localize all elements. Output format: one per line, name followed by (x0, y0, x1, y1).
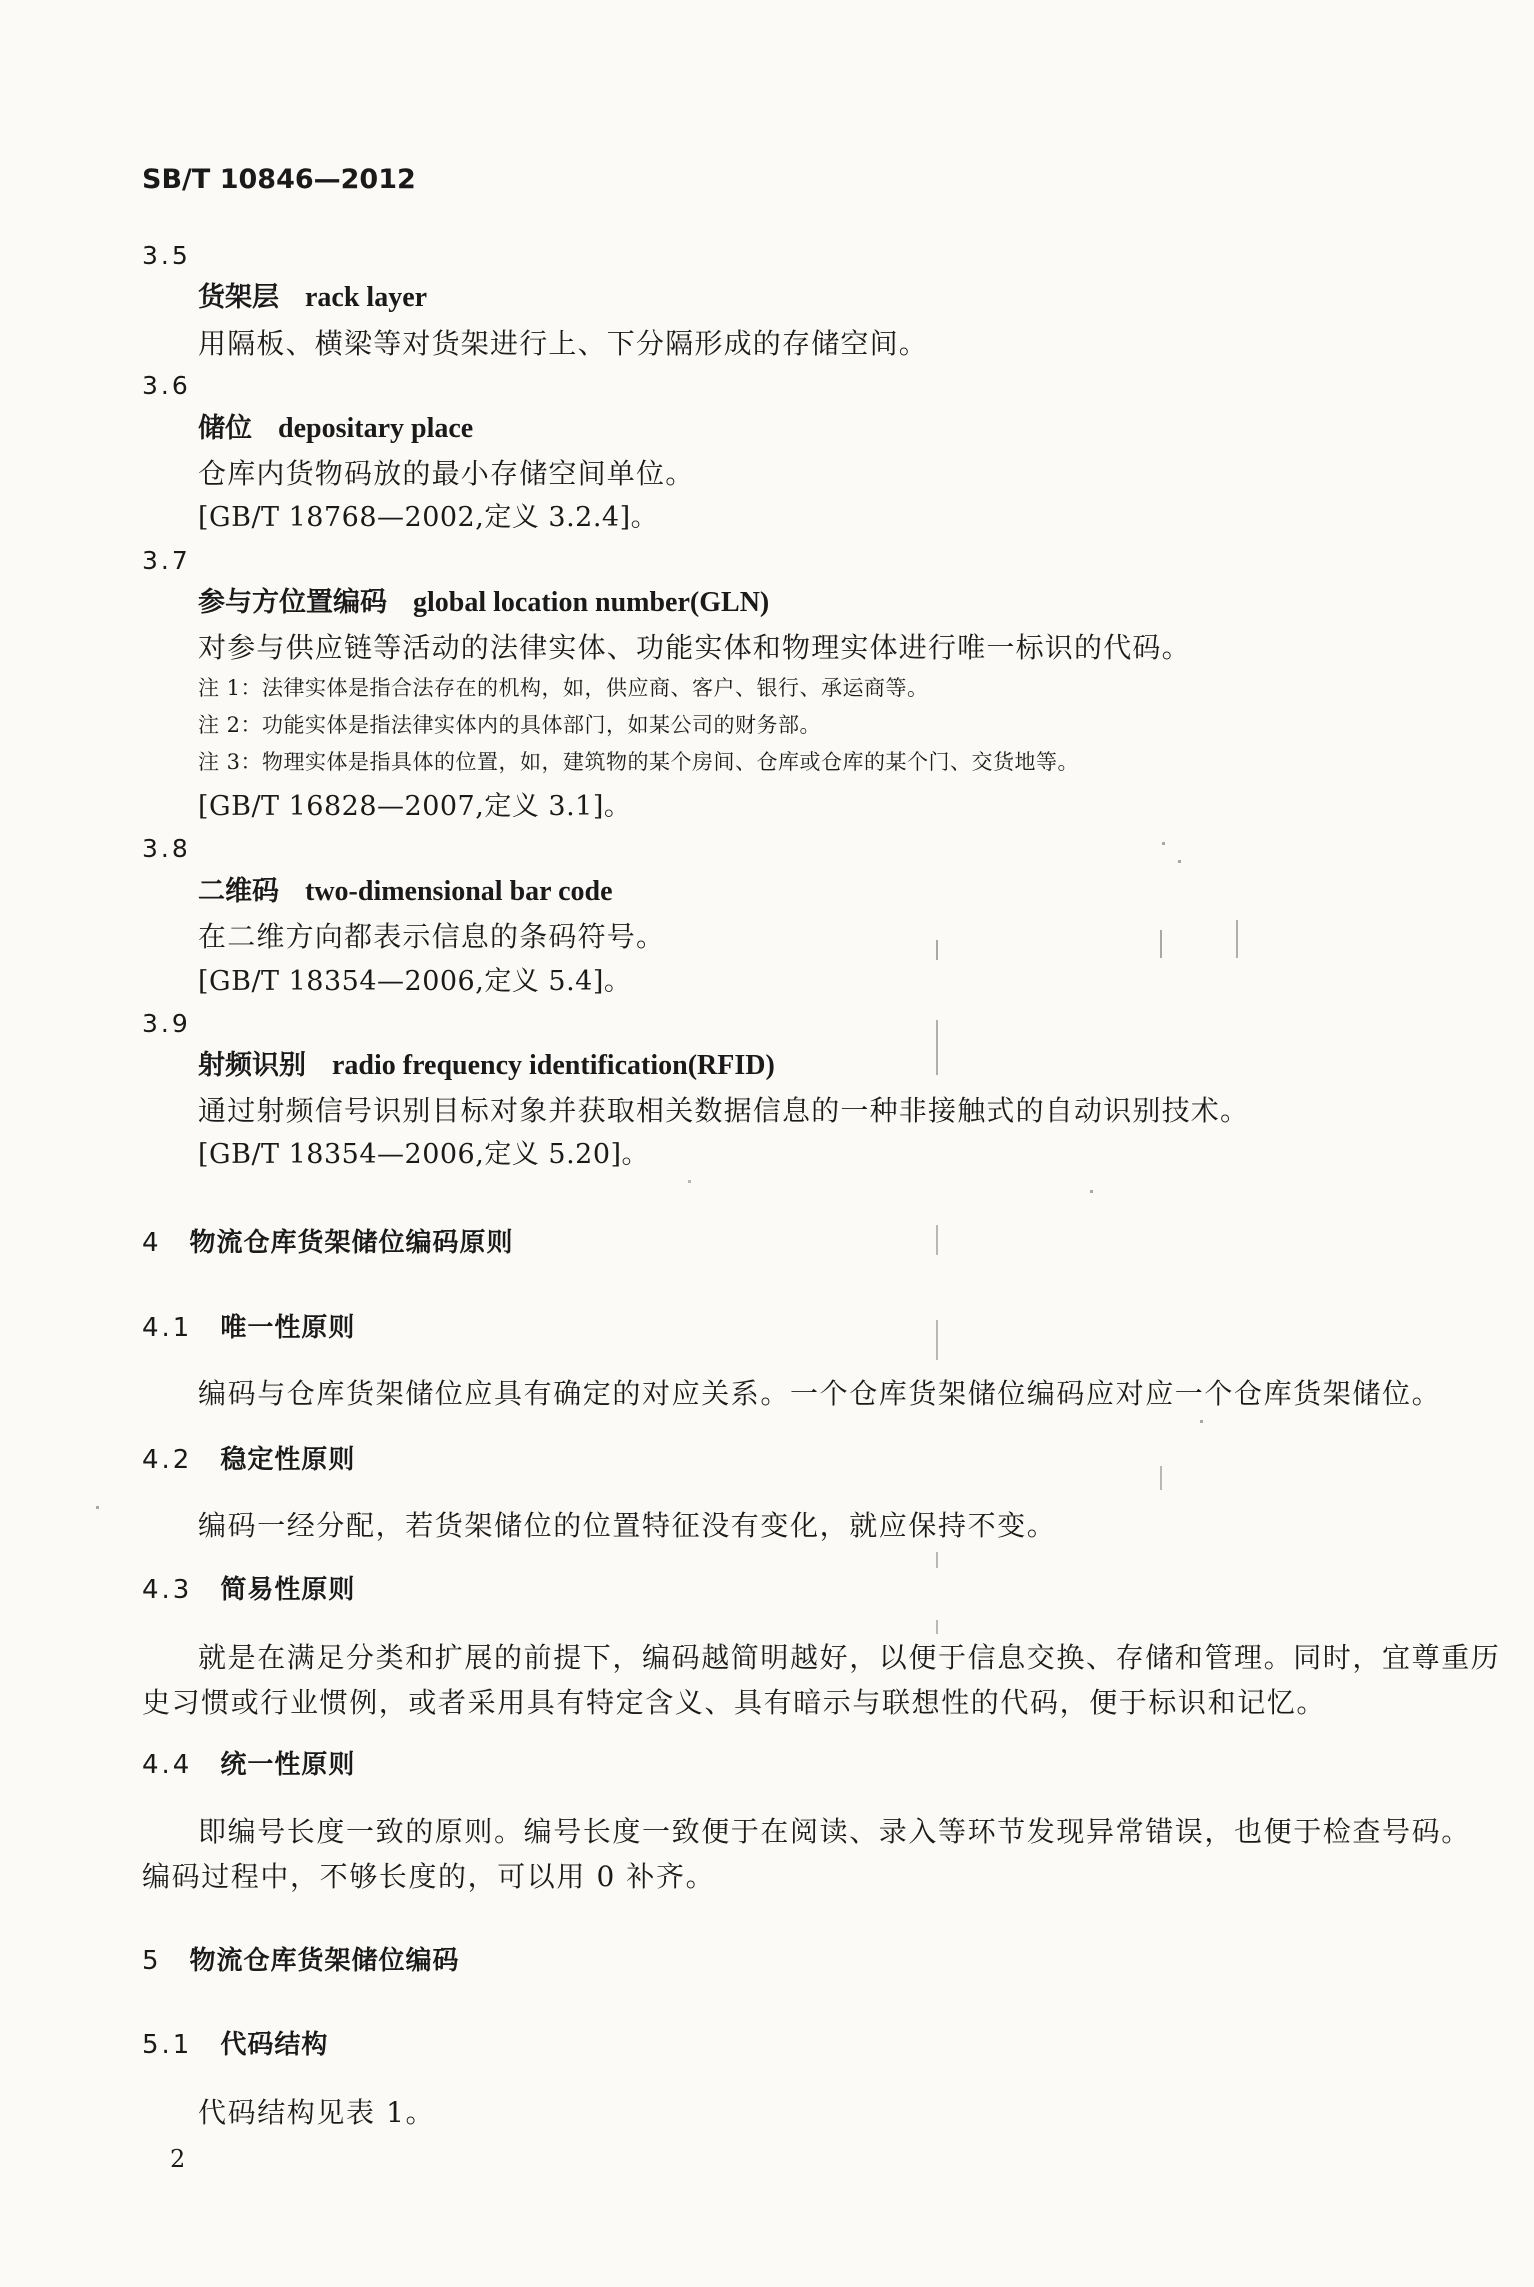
term-en: radio frequency identification(RFID) (332, 1050, 775, 1081)
section-number: 5 (142, 1946, 162, 1976)
scan-artifact (936, 1225, 938, 1255)
subsection-title: 稳定性原则 (220, 1445, 356, 1475)
paragraph-line: 编码与仓库货架储位应具有确定的对应关系。一个仓库货架储位编码应对应一个仓库货架储位。 (198, 1377, 1442, 1410)
term-heading (198, 878, 613, 906)
term-zh: 参与方位置编码 (198, 587, 387, 618)
subsection-number: 4.1 (142, 1313, 193, 1343)
subsection-heading (142, 1752, 355, 1778)
term-number: 3.8 (142, 834, 191, 863)
term-zh: 货架层 (198, 282, 279, 313)
term-number: 3.5 (142, 241, 191, 270)
term-heading (198, 589, 769, 617)
scan-artifact (1090, 1190, 1093, 1193)
section-heading (142, 1948, 460, 1974)
term-note: 注 1：法律实体是指合法存在的机构，如，供应商、客户、银行、承运商等。 (198, 676, 929, 700)
subsection-title: 简易性原则 (220, 1575, 356, 1605)
scan-artifact (936, 1620, 938, 1634)
section-number: 4 (142, 1228, 162, 1258)
term-en: two-dimensional bar code (305, 876, 613, 907)
term-zh: 储位 (198, 413, 252, 444)
term-definition: 对参与供应链等活动的法律实体、功能实体和物理实体进行唯一标识的代码。 (198, 631, 1191, 664)
scan-artifact (1160, 1466, 1162, 1490)
section-heading (142, 1230, 514, 1256)
term-definition: 仓库内货物码放的最小存储空间单位。 (198, 457, 695, 490)
scan-artifact (936, 940, 938, 960)
term-heading (198, 1052, 775, 1080)
subsection-number: 4.2 (142, 1445, 193, 1475)
term-zh: 射频识别 (198, 1050, 306, 1081)
scan-artifact (936, 1020, 938, 1075)
term-note: 注 3：物理实体是指具体的位置，如，建筑物的某个房间、仓库或仓库的某个门、交货地等。 (198, 750, 1080, 774)
subsection-heading (142, 1315, 355, 1341)
subsection-title: 唯一性原则 (220, 1313, 356, 1343)
subsection-heading (142, 1447, 355, 1473)
term-definition: 在二维方向都表示信息的条码符号。 (198, 920, 666, 953)
term-reference: [GB/T 18354—2006,定义 5.20]。 (198, 1139, 650, 1170)
scan-artifact (96, 1506, 99, 1509)
section-title: 物流仓库货架储位编码 (189, 1946, 460, 1976)
section-title: 物流仓库货架储位编码原则 (189, 1228, 514, 1258)
subsection-heading (142, 1577, 355, 1603)
page-number: 2 (170, 2145, 186, 2173)
paragraph-line: 即编号长度一致的原则。编号长度一致便于在阅读、录入等环节发现异常错误，也便于检查号码。 (198, 1815, 1471, 1848)
term-note: 注 2：功能实体是指法律实体内的具体部门，如某公司的财务部。 (198, 713, 822, 737)
term-definition: 用隔板、横梁等对货架进行上、下分隔形成的存储空间。 (198, 327, 929, 360)
term-number: 3.6 (142, 371, 191, 400)
scan-artifact (936, 1552, 938, 1568)
scan-artifact (1178, 860, 1181, 863)
subsection-title: 统一性原则 (220, 1750, 356, 1780)
subsection-number: 4.3 (142, 1575, 193, 1605)
subsection-number: 4.4 (142, 1750, 193, 1780)
paragraph-line: 史习惯或行业惯例，或者采用具有特定含义、具有暗示与联想性的代码，便于标识和记忆。 (142, 1686, 1327, 1719)
term-heading (198, 415, 473, 443)
term-number: 3.9 (142, 1009, 191, 1038)
paragraph-line: 编码一经分配，若货架储位的位置特征没有变化，就应保持不变。 (198, 1509, 1057, 1542)
term-en: global location number(GLN) (413, 587, 770, 618)
term-zh: 二维码 (198, 876, 279, 907)
term-heading (198, 284, 427, 312)
term-reference: [GB/T 18354—2006,定义 5.4]。 (198, 966, 632, 997)
subsection-number: 5.1 (142, 2030, 193, 2060)
term-reference: [GB/T 18768—2002,定义 3.2.4]。 (198, 502, 659, 533)
scan-artifact (688, 1180, 691, 1183)
scan-artifact (1160, 930, 1162, 958)
scan-artifact (1236, 920, 1238, 958)
term-number: 3.7 (142, 546, 191, 575)
paragraph-line: 就是在满足分类和扩展的前提下，编码越简明越好，以便于信息交换、存储和管理。同时，宜尊重历 (198, 1641, 1501, 1674)
paragraph-line: 代码结构见表 1。 (198, 2096, 436, 2129)
scan-artifact (1162, 842, 1165, 845)
paragraph-line: 编码过程中，不够长度的，可以用 0 补齐。 (142, 1860, 716, 1893)
term-en: rack layer (305, 282, 428, 313)
term-reference: [GB/T 16828—2007,定义 3.1]。 (198, 791, 632, 822)
standard-number: SB/T 10846—2012 (142, 164, 416, 195)
scan-artifact (936, 1320, 938, 1360)
term-definition: 通过射频信号识别目标对象并获取相关数据信息的一种非接触式的自动识别技术。 (198, 1094, 1250, 1127)
subsection-heading (142, 2032, 328, 2058)
scan-artifact (1200, 1420, 1203, 1423)
subsection-title: 代码结构 (220, 2030, 329, 2060)
term-en: depositary place (278, 413, 474, 444)
